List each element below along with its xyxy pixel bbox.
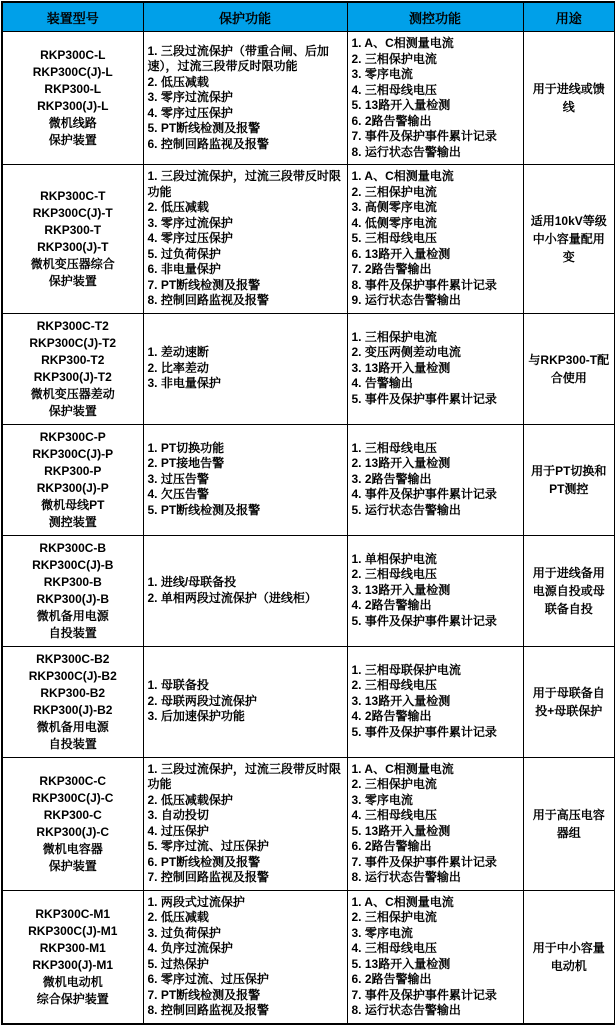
protection-item: 1. 三段过流保护（带重合闸、后加速），过流三段带反时限功能 [147,43,329,74]
model-line: 微机变压器综合 [30,256,115,271]
usage-text: 用于高压电容器组 [532,807,605,840]
protection-item: 6. 非电量保护 [147,262,221,276]
model-line: RKP300(J)-P [36,480,109,495]
measurement-cell [347,535,523,646]
measurement-item: 2. 13路开入量检测 [351,456,451,471]
measurement-item: 2. 三相保护电流 [351,184,437,199]
table-row [2,535,615,646]
measurement-item: 4. 三相母线电压 [351,941,437,955]
usage-cell [523,32,615,165]
measurement-item: 4. 三相母线电压 [351,82,437,97]
measurement-item: 7. 事件及保护事件累计记录 [351,987,497,1002]
measurement-item: 9. 运行状态告警输出 [351,293,461,307]
model-line: 微机备用电源 [36,719,109,734]
measurement-cell [347,646,523,757]
measurement-item: 1. A、C相测量电流 [351,761,454,776]
usage-cell [523,165,615,314]
model-cell [2,165,143,314]
model-line: RKP300C-M1 [35,906,111,921]
model-line: 保护装置 [48,403,97,418]
measurement-cell [347,313,523,424]
protection-item: 1. 三段过流保护，过流三段带反时限功能 [147,169,341,199]
measurement-item: 2. 三相保护电流 [351,777,437,791]
measurement-item: 1. A、C相测量电流 [351,894,454,909]
table-row [2,757,615,890]
protection-item: 6. PT断线检测及报警 [147,854,261,869]
model-cell [2,646,143,757]
measurement-item: 4. 三相母线电压 [351,808,437,822]
table-row [2,313,615,424]
measurement-item: 1. 三相保护电流 [351,329,437,344]
header-cell-measurement: 测控功能 [347,2,523,32]
model-line: 微机电动机 [42,974,103,989]
model-line: RKP300C(J)-L [32,65,113,79]
model-line: RKP300C(J)-C [32,790,114,805]
measurement-item: 5. 事件及保护事件累计记录 [351,724,497,739]
usage-text: 用于PT切换和PT测控 [531,463,607,496]
measurement-item: 6. 2路告警输出 [351,113,432,128]
table-body [2,32,615,1024]
protection-cell [143,313,347,424]
measurement-item: 2. 三相母线电压 [351,678,437,693]
protection-item: 2. 比率差动 [147,360,209,375]
model-line: RKP300C(J)-B2 [28,668,117,683]
protection-item: 2. 低压减载 [147,910,209,924]
protection-item: 8. 控制回路监视及报警 [147,293,269,307]
table-row [2,165,615,314]
header-cell-usage: 用途 [523,2,615,32]
protection-item: 1. 母联备投 [147,678,209,693]
model-line: RKP300C-P [39,429,106,444]
protection-item: 8. 控制回路监视及报警 [147,1003,269,1017]
model-cell [2,890,143,1024]
model-line: 微机电容器 [42,841,103,856]
measurement-item: 1. 三相母线电压 [351,440,437,455]
model-line: RKP300(J)-L [37,99,109,113]
model-line: RKP300(J)-B [36,591,110,606]
protection-item: 3. 过压告警 [147,471,209,486]
model-line: 自投装置 [48,625,97,640]
table-row [2,424,615,535]
model-line: RKP300-C [43,807,102,822]
model-line: 保护装置 [48,133,97,147]
measurement-cell [347,424,523,535]
measurement-item: 6. 13路开入量检测 [351,246,451,261]
measurement-item: 4. 2路告警输出 [351,598,432,613]
model-cell [2,757,143,890]
measurement-item: 2. 三相保护电流 [351,910,437,924]
model-line: RKP300(J)-B2 [33,702,113,717]
measurement-item: 1. 单相保护电流 [351,551,437,566]
measurement-item: 3. 13路开入量检测 [351,360,451,375]
protection-item: 3. 非电量保护 [147,376,221,391]
protection-item: 6. 控制回路监视及报警 [147,136,269,151]
usage-text: 适用10kV等级中小容量配用变 [530,213,607,264]
header-cell-protection: 保护功能 [143,2,347,32]
measurement-item: 5. 13路开入量检测 [351,98,451,112]
model-line: 微机线路 [48,116,97,130]
measurement-item: 8. 运行状态告警输出 [351,1003,461,1017]
protection-cell [143,535,347,646]
protection-item: 1. 差动速断 [147,345,209,360]
model-cell [2,32,143,165]
measurement-item: 2. 三相母线电压 [351,567,437,582]
measurement-item: 4. 2路告警输出 [351,709,432,724]
protection-item: 2. 单相两段过流保护（进线柜） [147,590,317,605]
model-line: RKP300-B2 [40,685,106,700]
model-line: RKP300C-T [40,188,106,203]
usage-text: 与RKP300-T配合使用 [528,352,610,385]
measurement-item: 4. 告警输出 [351,376,413,391]
measurement-cell [347,890,523,1024]
table-row [2,646,615,757]
usage-cell [523,890,615,1024]
protection-item: 5. 过负荷保护 [147,246,221,261]
protection-item: 6. 零序过流、过压保护 [147,972,269,986]
protection-item: 5. 零序过流、过压保护 [147,839,269,853]
header-row [2,2,615,32]
measurement-item: 3. 13路开入量检测 [351,693,451,708]
model-line: RKP300C(J)-T [32,205,113,220]
protection-item: 2. PT接地告警 [147,456,225,471]
model-line: RKP300C(J)-M1 [28,923,118,938]
measurement-cell [347,757,523,890]
protection-item: 3. 自动投切 [147,808,209,822]
protection-item: 2. 低压减载 [147,74,209,89]
model-line: 综合保护装置 [36,991,109,1006]
model-line: RKP300C(J)-P [32,446,114,461]
measurement-item: 3. 13路开入量检测 [351,582,451,597]
device-function-table [1,1,615,1025]
protection-item: 3. 过负荷保护 [147,925,221,940]
measurement-item: 5. 13路开入量检测 [351,823,451,838]
protection-item: 7. PT断线检测及报警 [147,277,261,292]
model-line: RKP300C-C [39,773,107,788]
measurement-item: 8. 事件及保护事件累计记录 [351,277,497,292]
model-line: RKP300-P [44,463,102,478]
model-line: 自投装置 [48,736,97,751]
measurement-item: 8. 运行状态告警输出 [351,144,461,159]
model-line: 微机母线PT [41,497,105,512]
measurement-item: 5. 三相母线电压 [351,231,437,245]
model-line: 测控装置 [48,514,97,529]
protection-item: 1. PT切换功能 [147,440,225,455]
model-cell [2,424,143,535]
model-line: RKP300C(J)-B [32,557,114,572]
measurement-item: 1. A、C相测量电流 [351,169,454,183]
model-line: RKP300C-B2 [36,651,110,666]
measurement-item: 3. 零序电流 [351,67,413,81]
measurement-item: 8. 运行状态告警输出 [351,870,461,884]
model-line: RKP300(J)-M1 [32,957,114,972]
measurement-item: 7. 事件及保护事件累计记录 [351,854,497,869]
measurement-item: 6. 2路告警输出 [351,839,432,853]
protection-cell [143,165,347,314]
measurement-item: 5. 运行状态告警输出 [351,502,461,517]
measurement-item: 4. 低侧零序电流 [351,215,437,230]
protection-item: 2. 母联两段过流保护 [147,693,257,708]
protection-item: 4. 负序过流保护 [147,941,233,955]
model-line: 保护装置 [48,273,97,288]
protection-item: 2. 低压减载 [147,200,209,214]
measurement-item: 3. 零序电流 [351,792,413,807]
usage-cell [523,424,615,535]
protection-item: 4. 零序过压保护 [147,231,233,245]
protection-cell [143,424,347,535]
protection-cell [143,890,347,1024]
protection-item: 5. 过热保护 [147,956,209,971]
protection-item: 4. 欠压告警 [147,487,209,502]
usage-text: 用于进线备用电源自投或母联备自投 [532,565,605,616]
measurement-item: 1. A、C相测量电流 [351,36,454,50]
model-line: RKP300(J)-T [37,239,109,254]
measurement-item: 4. 事件及保护事件累计记录 [351,487,497,502]
protection-item: 1. 进线/母联备投 [147,575,237,589]
model-line: RKP300-T [44,222,102,237]
measurement-item: 5. 13路开入量检测 [351,956,451,971]
model-line: RKP300C(J)-T2 [29,335,117,350]
table-row [2,890,615,1024]
measurement-item: 5. 事件及保护事件累计记录 [351,391,497,406]
model-cell [2,535,143,646]
header-cell-model: 装置型号 [2,2,143,32]
protection-item: 1. 两段式过流保护 [147,894,245,909]
usage-text: 用于母联备自投+母联保护 [532,685,605,718]
protection-item: 7. PT断线检测及报警 [147,987,261,1002]
usage-cell [523,313,615,424]
table-row [2,32,615,165]
usage-text: 用于中小容量电动机 [532,940,605,973]
protection-item: 5. PT断线检测及报警 [147,121,261,136]
model-line: RKP300C-B [39,540,107,555]
usage-cell [523,757,615,890]
protection-item: 2. 低压减载保护 [147,792,233,807]
measurement-cell [347,165,523,314]
model-line: RKP300C-L [40,48,106,62]
model-line: RKP300-T2 [41,352,105,367]
protection-item: 1. 三段过流保护，过流三段带反时限功能 [147,761,341,791]
measurement-item: 3. 2路告警输出 [351,471,432,486]
protection-item: 3. 零序过流保护 [147,215,233,230]
protection-item: 3. 零序过流保护 [147,90,233,105]
model-line: 微机变压器差动 [30,386,115,401]
measurement-item: 3. 零序电流 [351,925,413,940]
protection-item: 4. 过压保护 [147,823,209,838]
measurement-item: 2. 变压两侧差动电流 [351,345,461,360]
measurement-item: 7. 2路告警输出 [351,262,432,276]
measurement-cell [347,32,523,165]
measurement-item: 5. 事件及保护事件累计记录 [351,613,497,628]
measurement-item: 2. 三相保护电流 [351,51,437,66]
measurement-item: 3. 高侧零序电流 [351,200,437,214]
usage-cell [523,535,615,646]
model-line: RKP300-L [44,82,102,96]
protection-cell [143,32,347,165]
model-cell [2,313,143,424]
model-line: RKP300C-T2 [36,318,109,333]
model-line: RKP300(J)-T2 [33,369,112,384]
measurement-item: 6. 2路告警输出 [351,972,432,986]
measurement-item: 1. 三相母联保护电流 [351,662,461,677]
model-line: RKP300-M1 [39,940,106,955]
protection-item: 3. 后加速保护功能 [147,709,245,724]
protection-item: 4. 零序过压保护 [147,105,233,120]
usage-cell [523,646,615,757]
protection-item: 5. PT断线检测及报警 [147,502,261,517]
protection-cell [143,646,347,757]
protection-cell [143,757,347,890]
protection-item: 7. 控制回路监视及报警 [147,870,269,884]
model-line: 保护装置 [48,858,97,873]
model-line: RKP300-B [43,574,102,589]
usage-text: 用于进线或馈线 [532,82,605,114]
model-line: 微机备用电源 [36,608,109,623]
measurement-item: 7. 事件及保护事件累计记录 [351,129,497,143]
model-line: RKP300(J)-C [36,824,110,839]
